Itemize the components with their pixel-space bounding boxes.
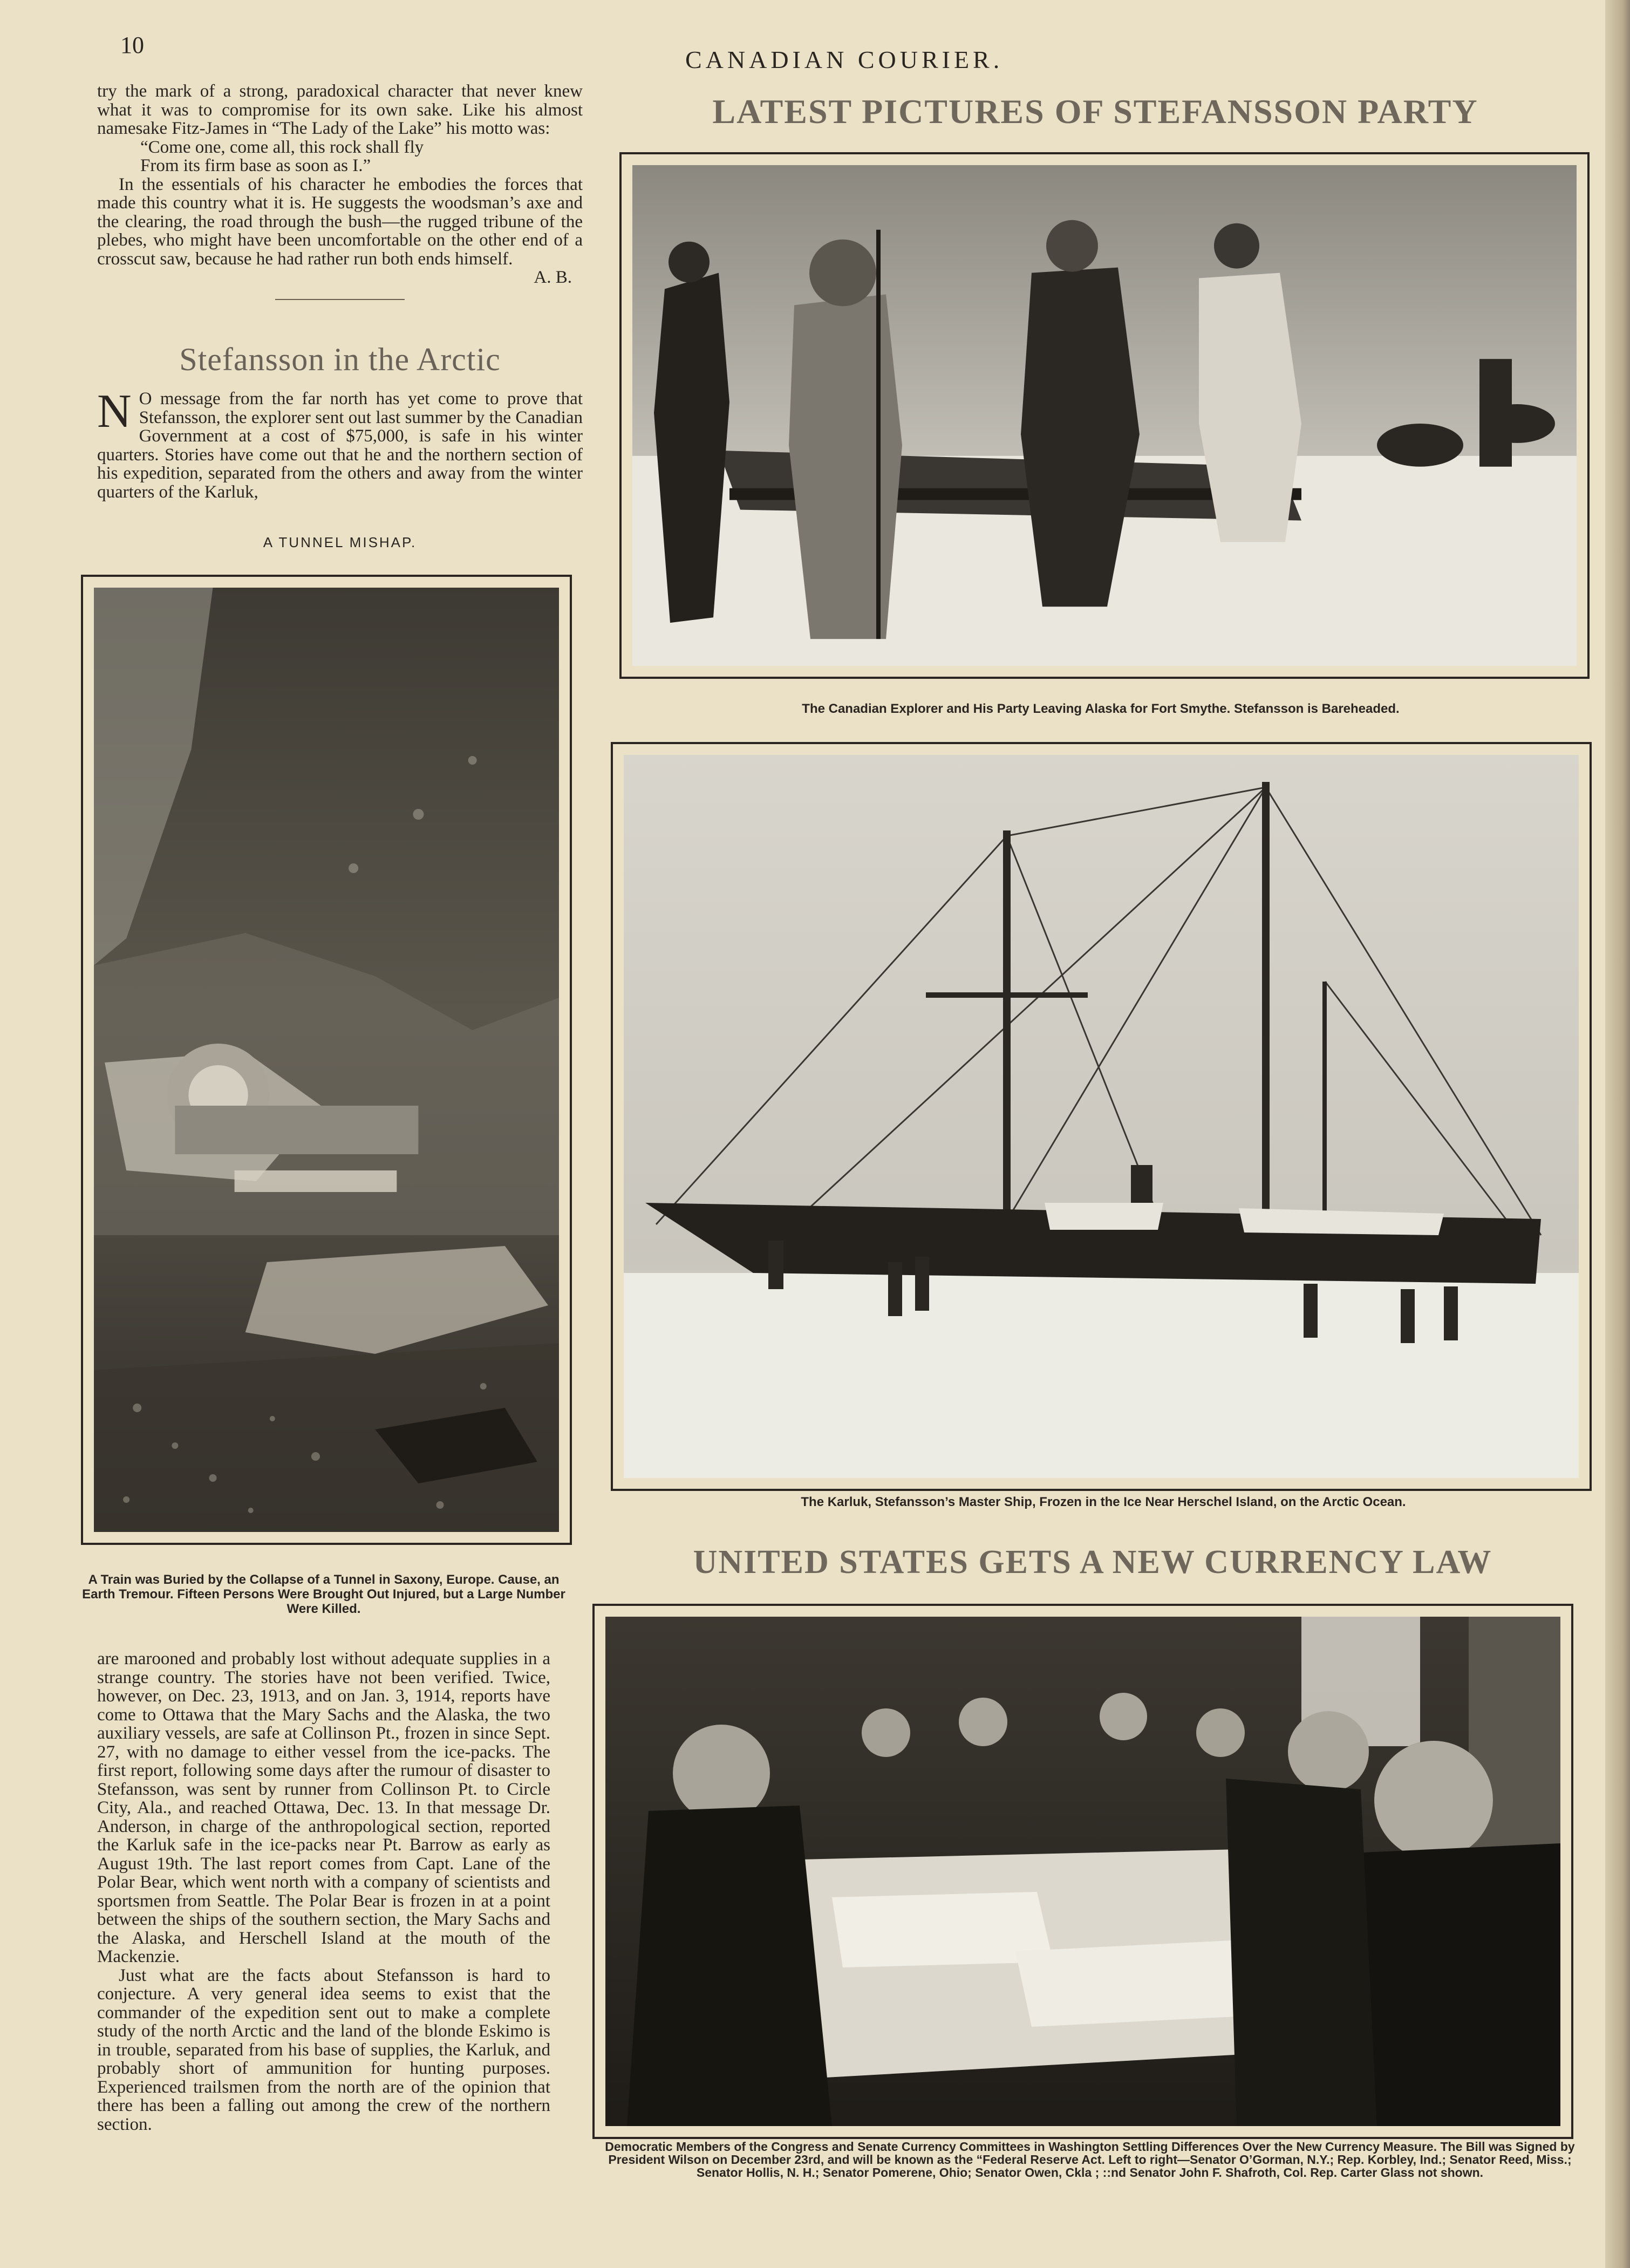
left-column-top-text: [97, 82, 583, 300]
committee-photo: [592, 1604, 1573, 2139]
karluk-ship-photo: [611, 742, 1592, 1491]
divider: [275, 299, 405, 300]
paragraph: Just what are the facts about Stefansson is hard to conjecture. A very general idea seems to exist that the commander of the expedition sent out to make a complete study of the north Arctic and the land of the blonde Eskimo is in trouble, separated from his base of supplies, the Karluk, and probably short of ammunition for hunting purposes. Experienced trailsmen from the north are of the opinion that there has been a falling out among the crew of the northern section.: [97, 1965, 550, 2134]
committee-caption: Democratic Members of the Congress and Senate Currency Committees in Washington Settling Differences Over the New Currency Measure. The Bill was Signed by President Wilson on December 23rd, and will be known as the “Federal Reserve Act. Left to right—Senator O’Gorman, N.Y.; Rep. Korbley, Ind.; Senator Reed, Miss.; Senator Hollis, N. H.; Senator Pomerene, Ohio; Senator Owen, Ckla ; ::nd Senator John F. Shafroth, Col. Rep. Carter Glass not shown.: [605, 2140, 1575, 2180]
left-column-bottom-text: [97, 1650, 550, 2134]
tunnel-caption: A Train was Buried by the Collapse of a Tunnel in Saxony, Europe. Cause, an Earth Tremour. Fifteen Persons Were Brought Out Injured, but a Large Number Were Killed.: [82, 1572, 565, 1616]
verse-line: From its firm base as soon as I.”: [140, 156, 371, 175]
headline-stefansson: LATEST PICTURES OF STEFANSSON PARTY: [712, 92, 1478, 131]
section-title: Stefansson in the Arctic: [179, 342, 501, 377]
page-number: 10: [120, 32, 144, 58]
paragraph: are marooned and probably lost without adequate supplies in a strange country. The stories have not been verified. Twice, however, on Dec. 23, 1913, and on Jan. 3, 1914, reports have come to Ottawa that the Mary Sachs and the Alaska, the two auxiliary vessels, are safe at Collinson Pt., frozen in since Sept. 27, with no damage to either vessel from the ice-packs. The first report, following some days after the rumour of disaster to Stefansson, was sent by runner from Collinson Pt. to Circle City, Ala., and reached Ottawa, Dec. 13. In that message Dr. Anderson, in charge of the anthropological section, reported the Karluk safe in the ice-packs near Pt. Barrow as early as August 19th. The last report comes from Capt. Lane of the Polar Bear, which went north with a company of scientists and sportsmen from Seattle. The Polar Bear is frozen in at a point between the ships of the southern section, the Mary Sachs and the Alaska, and Herschell Island at the mouth of the Mackenzie.: [97, 1649, 550, 1966]
tunnel-heading: A TUNNEL MISHAP.: [263, 534, 417, 550]
paragraph: O message from the far north has yet come to prove that Stefansson, the explorer sent out last summer by the Canadian Government at a cost of $75,000, is safe in his winter quarters. Stories have come out that he and the northern section of his expedition, separated from the others and away from the winter quarters of the Karluk,: [97, 389, 583, 502]
verse: [140, 138, 583, 175]
sled-party-caption: The Canadian Explorer and His Party Leaving Alaska for Fort Smythe. Stefansson is Bareheaded.: [802, 701, 1400, 716]
stefansson-intro: [97, 385, 583, 502]
verse-line: “Come one, come all, this rock shall fly: [140, 137, 424, 157]
committee-image: [605, 1617, 1560, 2126]
karluk-ship-image: [624, 755, 1579, 1478]
headline-currency: UNITED STATES GETS A NEW CURRENCY LAW: [693, 1544, 1492, 1581]
paragraph: try the mark of a strong, paradoxical character that never knew what it was to compromise for its own sake. Like his almost namesake Fitz-James in “The Lady of the Lake” his motto was:: [97, 81, 583, 138]
sled-party-photo: [619, 152, 1590, 679]
tunnel-photo: [81, 575, 572, 1545]
tunnel-collapse-image: [94, 588, 559, 1532]
sled-party-image: [632, 165, 1577, 666]
paragraph: In the essentials of his character he embodies the forces that made this country what it is. He suggests the woodsman’s axe and the clearing, the road through the bush—the rugged tribune of the plebes, who might have been uncomfortable on the other end of a crosscut saw, because he had rather run both ends himself.: [97, 174, 583, 269]
drop-cap: N: [97, 385, 132, 438]
page-edge: [1605, 0, 1630, 2268]
karluk-caption: The Karluk, Stefansson’s Master Ship, Frozen in the Ice Near Herschel Island, on the Arctic Ocean.: [801, 1495, 1406, 1509]
publication-header: CANADIAN COURIER.: [685, 46, 1004, 73]
signature: A. B.: [534, 268, 572, 287]
